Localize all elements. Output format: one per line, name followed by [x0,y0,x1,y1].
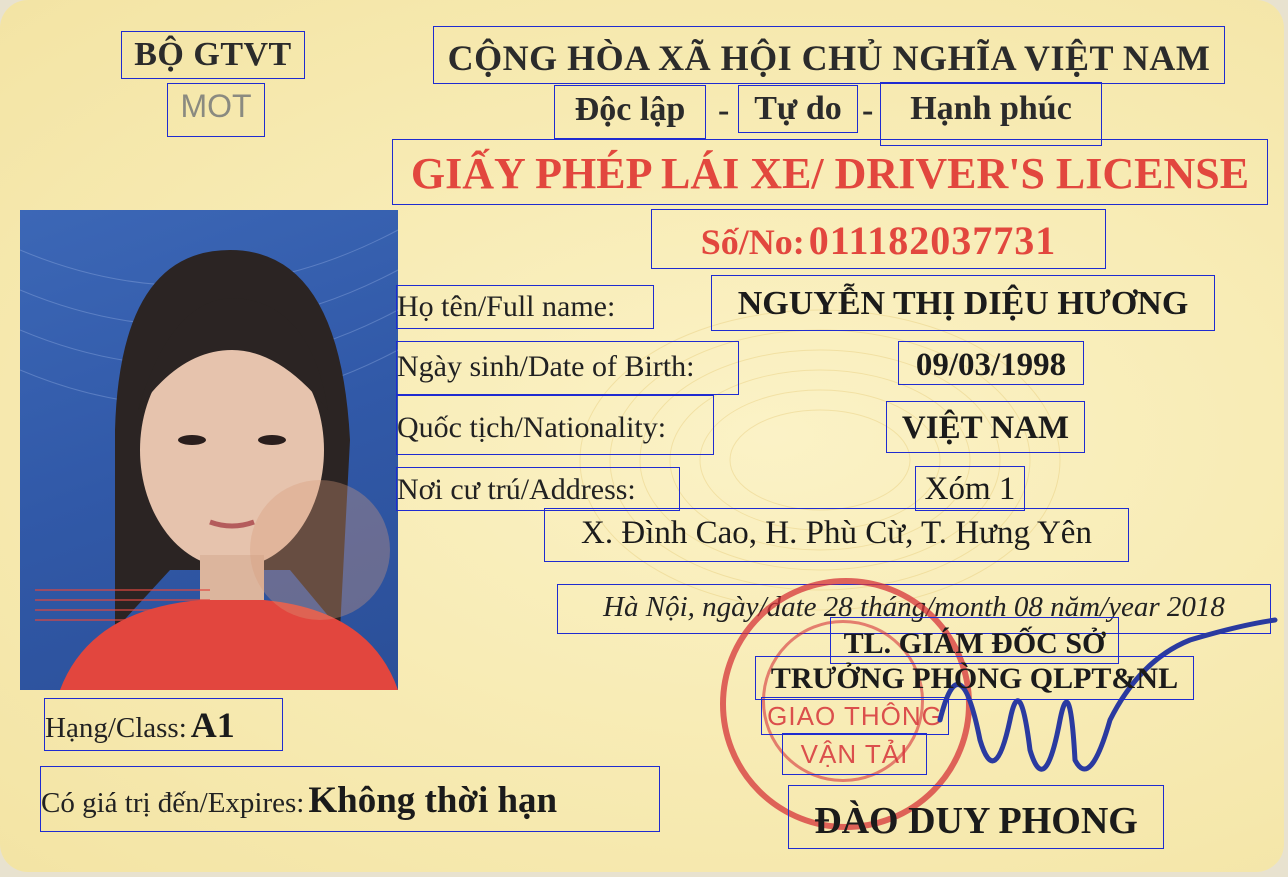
name-value: NGUYỄN THỊ DIỆU HƯƠNG [712,276,1214,330]
name-label: Họ tên/Full name: [397,286,653,328]
license-number-value: 011182037731 [808,218,1057,263]
motto-separator-1: - [718,92,730,129]
signer-name: ĐÀO DUY PHONG [789,786,1163,848]
ministry-abbrev: MOT [168,84,264,136]
license-expiry-label: Có giá trị đến/Expires: [41,787,305,819]
dob-value: 09/03/1998 [899,342,1083,384]
license-class-value: A1 [190,705,235,745]
motto-part-3: Hạnh phúc [881,83,1101,145]
license-class-label: Hạng/Class: [45,712,187,744]
ministry-name: BỘ GTVT [122,32,304,78]
nationality-label: Quốc tịch/Nationality: [397,396,713,454]
dob-label: Ngày sinh/Date of Birth: [397,342,738,394]
address-line-2: X. Đình Cao, H. Phù Cừ, T. Hưng Yên [545,509,1128,561]
license-expiry-value: Không thời hạn [308,780,558,821]
motto-part-1: Độc lập [555,86,705,138]
country-name: CỘNG HÒA XÃ HỘI CHỦ NGHĨA VIỆT NAM [434,27,1224,83]
motto-part-2: Tự do [739,86,857,132]
nationality-value: VIỆT NAM [887,402,1084,452]
motto-separator-2: - [862,92,874,129]
issue-place-date: Hà Nội, ngày/date 28 tháng/month 08 năm/year 2018 [558,585,1270,633]
license-class [45,699,282,750]
portrait-image [20,210,398,690]
license-title: GIẤY PHÉP LÁI XE/ DRIVER'S LICENSE [393,140,1267,204]
holder-photo [20,210,398,690]
signer-title-2: TRƯỞNG PHÒNG QLPT&NL [756,657,1193,699]
license-number-label: Số/No: [700,222,805,262]
stamp-line-1: GIAO THÔNG [762,698,948,734]
stamp-line-2: VẬN TẢI [783,734,926,774]
license-number [652,210,1105,268]
address-label: Nơi cư trú/Address: [397,468,679,510]
signer-title-1: TL. GIÁM ĐỐC SỞ [831,618,1118,663]
license-expiry [41,767,659,831]
address-line-1: Xóm 1 [916,467,1024,510]
